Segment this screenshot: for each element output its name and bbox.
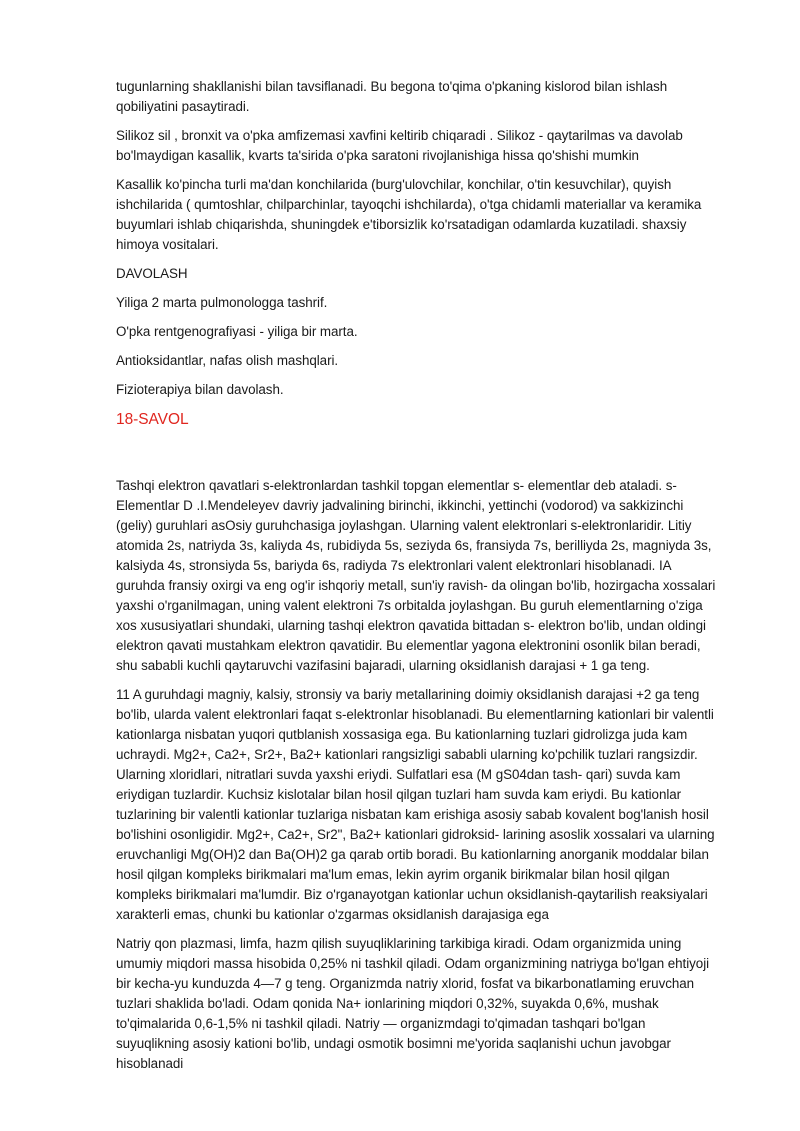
list-item: Antioksidantlar, nafas olish mashqlari. bbox=[116, 353, 339, 368]
list-item: Yiliga 2 marta pulmonologga tashrif. bbox=[116, 295, 328, 310]
paragraph: Tashqi elektron qavatlari s-elektronlardan tashkil topgan elementlar s- elementlar deb ataladi. s-Elementlar D .I.Mendeleyev davriy jadvalining birinchi, ikkinchi, yettinchi (vodorod) va sakkizinchi (geliy) guruhlari asOsiy guruhchasiga joylashgan. Ularning valent elektronlari s-elektronlaridir. Litiy atomida 2s, natriyda 3s, kaliyda 4s, rubidiyda 5s, seziyda 6s, fransiyda 7s, berilliyda 2s, magniyda 3s, kalsiyda 4s, stronsiyda 5s, bariyda 6s, radiyda 7s elektronlari valent elektronlari hisoblanadi. IA guruhda fransiy oxirgi va eng og'ir ishqoriy metall, sun'iy ravish- da olingan bo'lib, hozirgacha xossalari yaxshi o'rganilmagan, uning valent elektroni 7s orbitalda joylashgan. Bu guruh elementlarning o'ziga xos xususiyatlari shundaki, ularning tashqi elektron qavatida bittadan s- elektron bo'lib, undan oldingi elektron qavati mustahkam elektron qavatidir. Bu elementlar yagona elektronini osonlik bilan beradi, shu sababli kuchli qaytaruvchi vazifasini bajaradi, ularning oksidlanish darajasi + 1 ga teng. bbox=[116, 478, 716, 673]
section-heading: 18-SAVOL bbox=[116, 411, 189, 428]
paragraph: 11 A guruhdagi magniy, kalsiy, stronsiy va bariy metallarining doimiy oksidlanish darajasi +2 ga teng bo'lib, ularda valent elektronlari faqat s-elektronlar hisoblanadi. Bu elementlarning kationlari bir valentli kationlarga nisbatan yuqori qutblanish xossasiga ega. Bu kationlarning tuzlari gidrolizga juda kam uchraydi. Mg2+, Ca2+, Sr2+, Ba2+ kationlari rangsizligi sababli ularning ko'pchilik tuzlari rangsizdir. Ularning xloridlari, nitratlari suvda yaxshi eriydi. Sulfatlari esa (M gS04dan tash- qari) suvda kam eriydigan tuzlardir. Kuchsiz kislotalar bilan hosil qilgan tuzlari ham suvda kam eriydi. Bu kationlar tuzlarining bir valentli kationlar tuzlariga nisbatan kam erishiga asosiy sabab kovalent bog'lanish hosil bo'lishini osonligidir. Mg2+, Ca2+, Sr2", Ba2+ kationlari gidroksid- larining asoslik xossalari va ularning eruvchanligi Mg(OH)2 dan Ba(OH)2 ga qarab ortib boradi. Bu kationlarning anorganik moddalar bilan hosil qilgan kompleks birikmalari ma'lum emas, lekin ayrim organik birikmalar bilan hosil qilgan kompleks birikmalari ma'lumdir. Biz o'rganayotgan kationlar uchun oksidlanish-qaytarilish reaksiyalari xarakterli emas, chunki bu kationlar o'zgarmas oksidlanish darajasiga ega bbox=[116, 687, 715, 922]
paragraph: Silikoz sil , bronxit va o'pka amfizemasi xavfini keltirib chiqaradi . Silikoz - qaytarilmas va davolab bo'lmaydigan kasallik, kvarts ta'sirida o'pka saratoni rivojlanishiga hissa qo'shishi mumkin bbox=[116, 128, 683, 163]
list-item: O'pka rentgenografiyasi - yiliga bir marta. bbox=[116, 324, 358, 339]
paragraph: Natriy qon plazmasi, limfa, hazm qilish suyuqliklarining tarkibiga kiradi. Odam organizmida uning umumiy miqdori massa hisobida 0,25% ni tashkil qiladi. Odam organizmining natriyga bo'lgan ehtiyoji bir kecha-yu kunduzda 4—7 g teng. Organizmda natriy xlorid, fosfat va bikarbonatlaming eruvchan tuzlari shaklida bo'ladi. Odam qonida Na+ ionlarining miqdori 0,32%, suyakda 0,6%, mushak to'qimalarida 0,6-1,5% ni tashkil qiladi. Natriy — organizmdagi to'qimadan tashqari bo'lgan suyuqlikning asosiy kationi bo'lib, undagi osmotik bosimni me'yorida saqlanishi uchun javobgar hisoblanadi bbox=[116, 936, 710, 1071]
section-label-davolash: DAVOLASH bbox=[116, 266, 188, 281]
paragraph: Kasallik ko'pincha turli ma'dan konchilarida (burg'ulovchilar, konchilar, o'tin kesuvchilar), quyish ishchilarida ( qumtoshlar, chilparchinlar, tayoqchi ishchilarda), o'tga chidamli materiallar va keramika buyumlari ishlab chiqarishda, shuningdek e'tiborsizlik ko'rsatadigan odamlarda kuzatiladi. shaxsiy himoya vositalari. bbox=[116, 177, 702, 252]
paragraph: tugunlarning shakllanishi bilan tavsiflanadi. Bu begona to'qima o'pkaning kislorod bilan ishlash qobiliyatini pasaytiradi. bbox=[116, 79, 668, 114]
list-item: Fizioterapiya bilan davolash. bbox=[116, 382, 284, 397]
